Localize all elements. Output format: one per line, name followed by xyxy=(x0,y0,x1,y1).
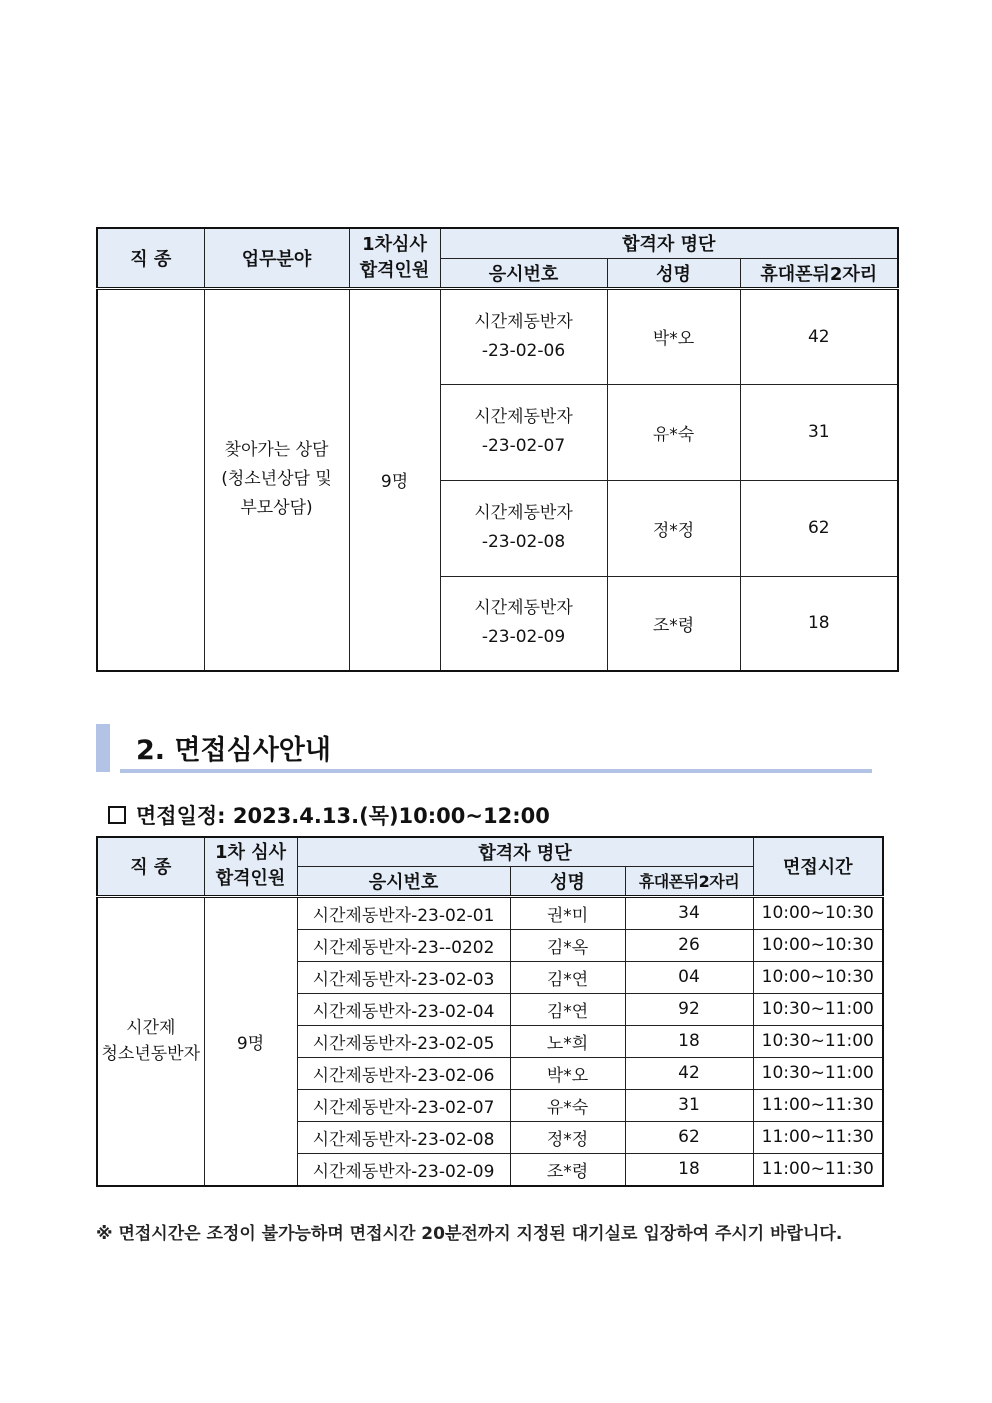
exam-no-cell: 시간제동반자 -23-02-07 xyxy=(440,384,607,480)
phone-cell: 18 xyxy=(625,1025,753,1057)
name-cell: 정*정 xyxy=(607,480,740,576)
notice-text: ※ 면접시간은 조정이 불가능하며 면접시간 20분전까지 지정된 대기실로 입장하여 주시기 바랍니다. xyxy=(96,1224,843,1244)
header-passers: 합격자 명단 xyxy=(297,837,753,866)
time-cell: 10:00~10:30 xyxy=(753,896,883,929)
header-job: 직 종 xyxy=(97,228,204,288)
name-cell: 김*옥 xyxy=(510,929,625,961)
table-row xyxy=(97,288,898,384)
exam-no-cell: 시간제동반자 -23-02-08 xyxy=(440,480,607,576)
phone-cell: 31 xyxy=(740,384,898,480)
name-cell: 노*희 xyxy=(510,1025,625,1057)
header-exam-no: 응시번호 xyxy=(297,866,510,896)
header-name: 성명 xyxy=(607,258,740,288)
time-cell: 11:00~11:30 xyxy=(753,1153,883,1186)
field-cell: 찾아가는 상담 (청소년상담 및 부모상담) xyxy=(204,288,349,671)
time-cell: 10:00~10:30 xyxy=(753,961,883,993)
name-cell: 김*연 xyxy=(510,961,625,993)
header-passers: 합격자 명단 xyxy=(440,228,898,258)
phone-cell: 62 xyxy=(740,480,898,576)
schedule-text: 면접일정: 2023.4.13.(목)10:00~12:00 xyxy=(136,804,550,828)
exam-no-cell: 시간제동반자-23-02-01 xyxy=(297,896,510,929)
header-name: 성명 xyxy=(510,866,625,896)
exam-no-cell: 시간제동반자-23-02-03 xyxy=(297,961,510,993)
name-cell: 김*연 xyxy=(510,993,625,1025)
time-cell: 11:00~11:30 xyxy=(753,1121,883,1153)
header-first-count: 1차심사 합격인원 xyxy=(349,228,440,288)
phone-cell: 18 xyxy=(740,576,898,671)
phone-cell: 18 xyxy=(625,1153,753,1186)
phone-cell: 26 xyxy=(625,929,753,961)
interview-table xyxy=(96,836,884,1187)
section-accent-bar xyxy=(96,724,110,772)
time-cell: 10:00~10:30 xyxy=(753,929,883,961)
time-cell: 10:30~11:00 xyxy=(753,1057,883,1089)
name-cell: 박*오 xyxy=(607,288,740,384)
header-phone: 휴대폰뒤2자리 xyxy=(625,866,753,896)
exam-no-cell: 시간제동반자-23-02-05 xyxy=(297,1025,510,1057)
name-cell: 박*오 xyxy=(510,1057,625,1089)
exam-no-cell: 시간제동반자-23-02-07 xyxy=(297,1089,510,1121)
name-cell: 조*령 xyxy=(510,1153,625,1186)
schedule-line xyxy=(108,800,550,830)
name-cell: 정*정 xyxy=(510,1121,625,1153)
time-cell: 11:00~11:30 xyxy=(753,1089,883,1121)
phone-cell: 62 xyxy=(625,1121,753,1153)
phone-cell: 42 xyxy=(625,1057,753,1089)
section-underline xyxy=(120,769,872,773)
header-exam-no: 응시번호 xyxy=(440,258,607,288)
exam-no-cell: 시간제동반자-23--0202 xyxy=(297,929,510,961)
passer-table-1 xyxy=(96,227,899,672)
time-cell: 10:30~11:00 xyxy=(753,1025,883,1057)
exam-no-cell: 시간제동반자-23-02-09 xyxy=(297,1153,510,1186)
exam-no-cell: 시간제동반자-23-02-06 xyxy=(297,1057,510,1089)
header-time: 면접시간 xyxy=(753,837,883,896)
phone-cell: 42 xyxy=(740,288,898,384)
table-row xyxy=(97,896,883,929)
name-cell: 유*숙 xyxy=(510,1089,625,1121)
time-cell: 10:30~11:00 xyxy=(753,993,883,1025)
exam-no-cell: 시간제동반자 -23-02-06 xyxy=(440,288,607,384)
header-phone: 휴대폰뒤2자리 xyxy=(740,258,898,288)
count-cell: 9명 xyxy=(204,896,297,1186)
section-title: 2. 면접심사안내 xyxy=(136,735,331,766)
name-cell: 권*미 xyxy=(510,896,625,929)
exam-no-cell: 시간제동반자 -23-02-09 xyxy=(440,576,607,671)
phone-cell: 92 xyxy=(625,993,753,1025)
phone-cell: 04 xyxy=(625,961,753,993)
header-first-count: 1차 심사 합격인원 xyxy=(204,837,297,896)
job-cell: 시간제 청소년동반자 xyxy=(97,896,204,1186)
name-cell: 유*숙 xyxy=(607,384,740,480)
phone-cell: 34 xyxy=(625,896,753,929)
count-cell: 9명 xyxy=(349,288,440,671)
checkbox-bullet-icon xyxy=(108,806,126,824)
name-cell: 조*령 xyxy=(607,576,740,671)
header-field: 업무분야 xyxy=(204,228,349,288)
exam-no-cell: 시간제동반자-23-02-08 xyxy=(297,1121,510,1153)
exam-no-cell: 시간제동반자-23-02-04 xyxy=(297,993,510,1025)
phone-cell: 31 xyxy=(625,1089,753,1121)
header-job: 직 종 xyxy=(97,837,204,896)
job-cell xyxy=(97,288,204,671)
